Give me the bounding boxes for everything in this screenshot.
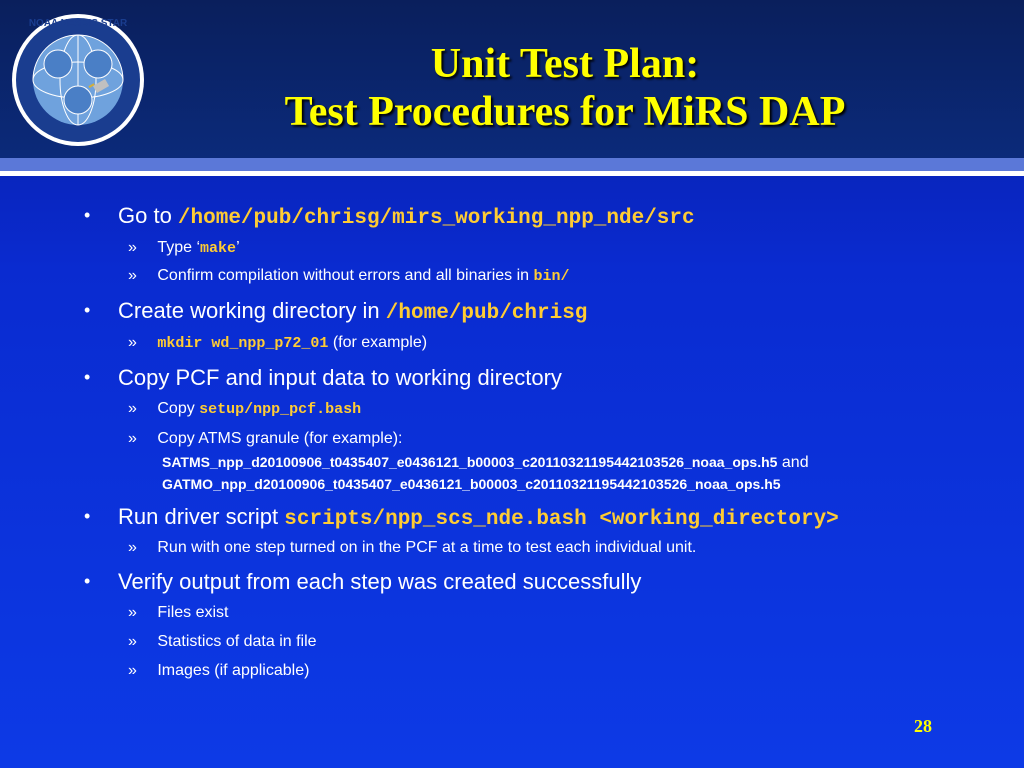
svg-text:NOAA NESDIS STAR: NOAA NESDIS STAR (28, 18, 128, 29)
sub-bullet-text: Confirm compilation without errors and all binaries in (157, 267, 534, 284)
sub-bullet-text-post: ’ (236, 239, 240, 256)
sub-bullet-marker: » (128, 430, 137, 447)
sub-bullet-text: Copy (157, 400, 200, 417)
sub-bullet-text: Images (if applicable) (157, 662, 310, 679)
sub-bullet-marker: » (128, 633, 137, 650)
bullet-marker: • (84, 300, 91, 320)
sub-bullet-marker: » (128, 539, 137, 556)
bullet-text: Create working directory in (118, 298, 386, 323)
sub-bullet-item (128, 333, 427, 354)
sub-bullet-text: Statistics of data in file (157, 633, 317, 650)
bullet-text: Copy PCF and input data to working directory (118, 365, 562, 390)
granule-file-line (162, 452, 809, 473)
granule-file-line (162, 474, 781, 495)
sub-bullet-item (128, 266, 570, 287)
sub-bullet-marker: » (128, 604, 137, 621)
bullet-text: Verify output from each step was created successfully (118, 569, 642, 594)
bullet-item (84, 569, 641, 595)
page-number: 28 (914, 716, 932, 736)
sub-bullet-code: setup/npp_pcf.bash (199, 401, 362, 418)
sub-bullet-marker: » (128, 334, 137, 351)
sub-bullet-item (128, 429, 403, 449)
sub-bullet-item (128, 238, 240, 259)
bullet-item (84, 203, 695, 232)
sub-bullet-marker: » (128, 239, 137, 256)
sub-bullet-text: Type ‘ (157, 239, 201, 256)
bullet-item (84, 504, 839, 533)
granule-file-name: SATMS_npp_d20100906_t0435407_e0436121_b00003_c20110321195442103526_noaa_ops.h5 (162, 454, 778, 470)
bullet-text: Go to (118, 203, 178, 228)
bullet-marker: • (84, 506, 91, 526)
sub-bullet-item (128, 632, 317, 652)
slide-title-line1: Unit Test Plan: (430, 41, 700, 87)
bullet-item (84, 365, 562, 391)
sub-bullet-code: bin/ (533, 268, 570, 285)
sub-bullet-text: Run with one step turned on in the PCF at a time to test each individual unit. (157, 539, 697, 556)
bullet-code: scripts/npp_scs_nde.bash <working_directory> (284, 508, 839, 531)
sub-bullet-text-post: (for example) (328, 334, 428, 351)
granule-and-text: and (777, 454, 809, 471)
bullet-code: /home/pub/chrisg (385, 302, 588, 325)
bullet-marker: • (84, 205, 91, 225)
sub-bullet-item (128, 661, 309, 681)
sub-bullet-marker: » (128, 662, 137, 679)
bullet-text: Run driver script (118, 504, 285, 529)
sub-bullet-item (128, 538, 696, 558)
granule-file-name: GATMO_npp_d20100906_t0435407_e0436121_b00003_c20110321195442103526_noaa_ops.h5 (162, 476, 781, 492)
slide-title-line2: Test Procedures for MiRS DAP (284, 89, 846, 135)
sub-bullet-code: make (200, 240, 237, 257)
sub-bullet-item (128, 603, 228, 623)
sub-bullet-marker: » (128, 267, 137, 284)
sub-bullet-code: mkdir wd_npp_p72_01 (157, 335, 329, 352)
bullet-marker: • (84, 367, 91, 387)
bullet-item (84, 298, 587, 327)
sub-bullet-text: Copy ATMS granule (for example): (157, 430, 403, 447)
bullet-code: /home/pub/chrisg/mirs_working_npp_nde/src (177, 207, 695, 230)
bullet-marker: • (84, 571, 91, 591)
sub-bullet-text: Files exist (157, 604, 229, 621)
sub-bullet-marker: » (128, 400, 137, 417)
sub-bullet-item (128, 399, 361, 420)
